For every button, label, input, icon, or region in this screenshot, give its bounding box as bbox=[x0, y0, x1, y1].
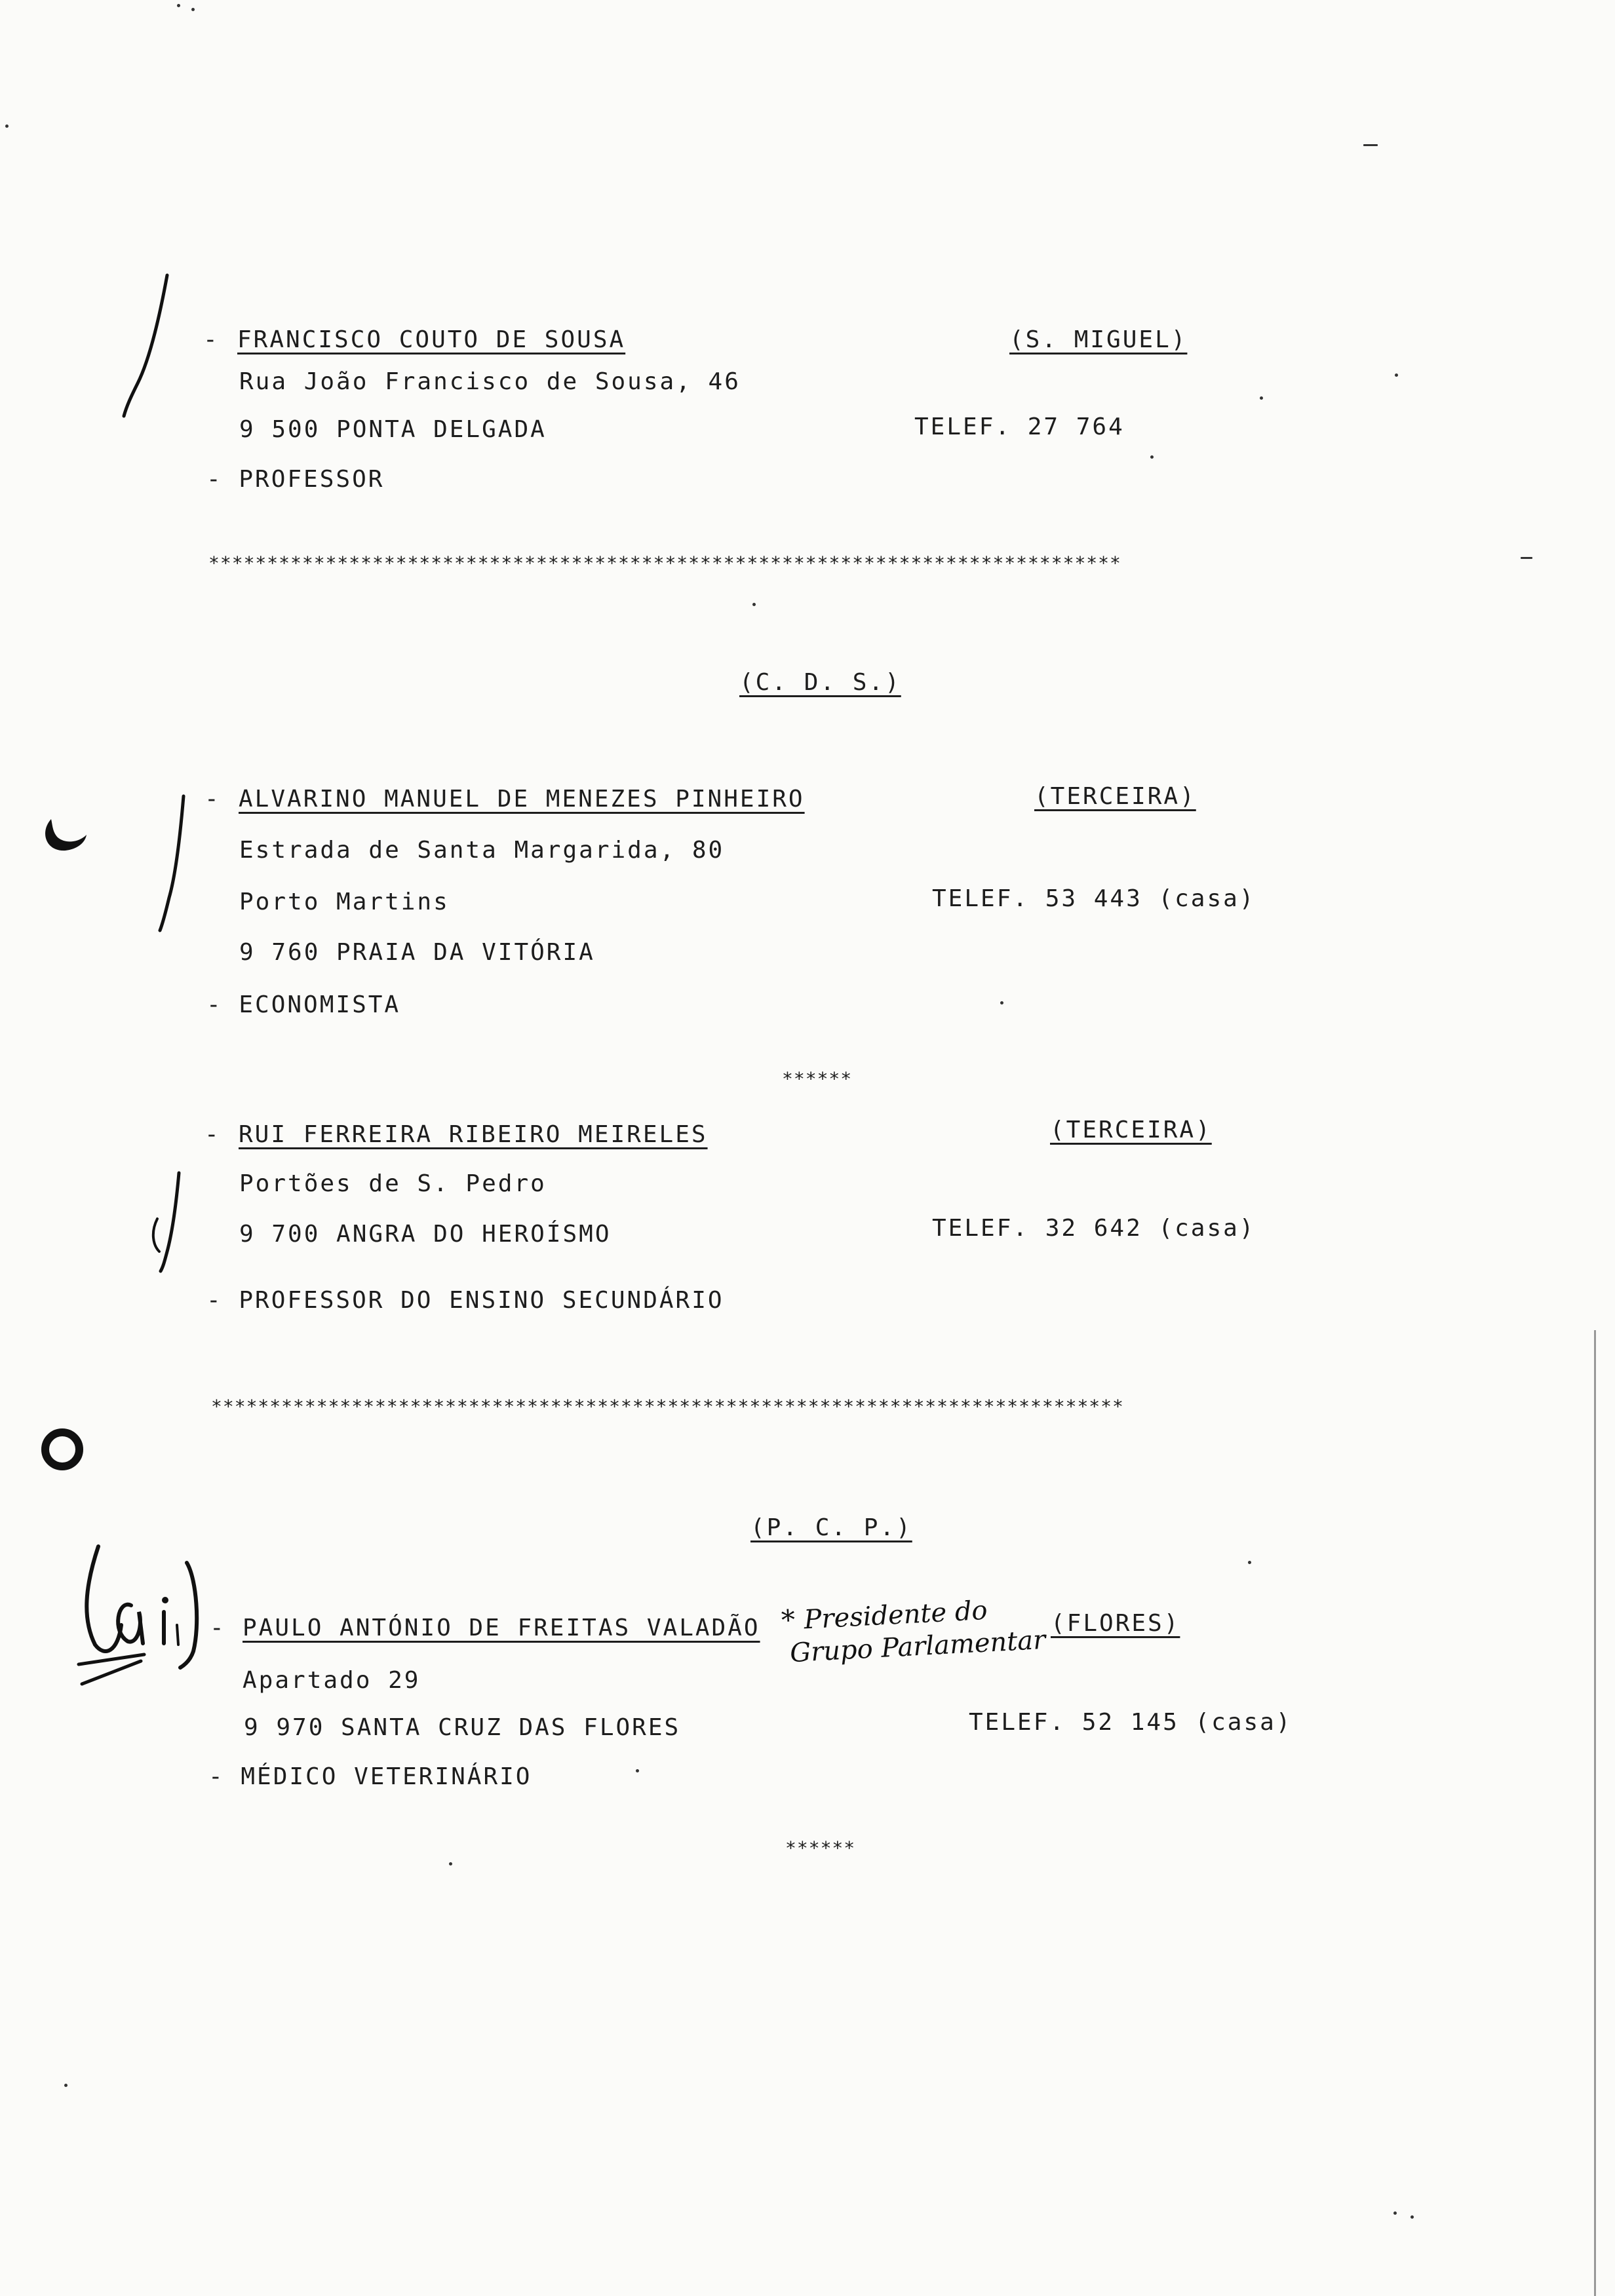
party-heading-pcp: (P. C. P.) bbox=[750, 1514, 912, 1541]
scan-speck bbox=[64, 2084, 68, 2087]
entry-address: Rua João Francisco de Sousa, 46 bbox=[239, 368, 741, 395]
entry-separator: ****** bbox=[785, 1839, 856, 1858]
entry-postal-city: 9 500 PONTA DELGADA bbox=[239, 416, 547, 443]
entry-name: FRANCISCO COUTO DE SOUSA bbox=[237, 326, 626, 353]
scan-speck bbox=[1395, 373, 1398, 377]
handwritten-note-line-2: Grupo Parlamentar bbox=[789, 1624, 1047, 1669]
entry-postal-city: 9 970 SANTA CRUZ DAS FLORES bbox=[244, 1714, 681, 1741]
handwritten-note: * Presidente do bbox=[780, 1595, 988, 1637]
entry-dash: - bbox=[210, 1615, 226, 1641]
scan-speck bbox=[752, 603, 756, 606]
entry-island: (TERCEIRA) bbox=[1034, 783, 1196, 810]
party-heading-cds: (C. D. S.) bbox=[739, 669, 901, 696]
entry-dash: - bbox=[204, 786, 221, 813]
hole-punch-mark bbox=[39, 813, 92, 858]
scan-speck bbox=[1260, 396, 1263, 400]
entry-island: (S. MIGUEL) bbox=[1009, 326, 1188, 353]
handwritten-vai-mark bbox=[66, 1527, 223, 1697]
entry-profession: - PROFESSOR bbox=[206, 466, 385, 493]
scan-speck bbox=[1150, 455, 1154, 459]
scan-speck bbox=[1248, 1561, 1251, 1564]
entry-profession: - ECONOMISTA bbox=[206, 991, 401, 1018]
entry-address: Apartado 29 bbox=[243, 1667, 421, 1694]
entry-phone: TELEF. 32 642 (casa) bbox=[932, 1215, 1256, 1242]
entry-postal-city: 9 700 ANGRA DO HEROÍSMO bbox=[239, 1221, 612, 1248]
entry-name: PAULO ANTÓNIO DE FREITAS VALADÃO bbox=[243, 1615, 760, 1641]
entry-dash: - bbox=[203, 326, 220, 353]
section-separator: ****************************************************************************** bbox=[211, 1397, 1124, 1417]
scan-speck bbox=[1411, 2215, 1414, 2219]
margin-check-mark bbox=[115, 272, 174, 423]
scan-speck bbox=[5, 124, 9, 128]
entry-address-locality: Porto Martins bbox=[239, 889, 450, 915]
scan-speck bbox=[636, 1769, 639, 1772]
scan-speck bbox=[449, 1862, 452, 1866]
entry-separator: ****** bbox=[782, 1069, 853, 1089]
section-separator: ****************************************************************************** bbox=[208, 554, 1121, 573]
entry-postal-city: 9 760 PRAIA DA VITÓRIA bbox=[239, 939, 595, 966]
entry-phone: TELEF. 53 443 (casa) bbox=[932, 885, 1256, 912]
entry-name: ALVARINO MANUEL DE MENEZES PINHEIRO bbox=[239, 786, 805, 813]
entry-address: Estrada de Santa Margarida, 80 bbox=[239, 837, 725, 864]
hole-punch-mark bbox=[36, 1423, 88, 1476]
scan-speck bbox=[1363, 144, 1378, 146]
scan-speck bbox=[191, 8, 195, 11]
entry-phone: TELEF. 27 764 bbox=[914, 413, 1125, 440]
entry-profession: - MÉDICO VETERINÁRIO bbox=[208, 1763, 532, 1790]
entry-name: RUI FERREIRA RIBEIRO MEIRELES bbox=[239, 1121, 708, 1148]
entry-island: (TERCEIRA) bbox=[1050, 1117, 1212, 1143]
scan-speck bbox=[1393, 2211, 1397, 2215]
entry-address: Portões de S. Pedro bbox=[239, 1170, 547, 1197]
entry-island: (FLORES) bbox=[1051, 1610, 1180, 1637]
entry-profession: - PROFESSOR DO ENSINO SECUNDÁRIO bbox=[206, 1287, 724, 1314]
page-edge-line bbox=[1594, 1330, 1596, 2296]
scan-speck bbox=[1000, 1001, 1003, 1004]
margin-check-mark bbox=[147, 1170, 200, 1274]
entry-dash: - bbox=[204, 1121, 221, 1148]
entry-phone: TELEF. 52 145 (casa) bbox=[969, 1709, 1293, 1736]
scan-speck bbox=[1521, 557, 1532, 559]
scan-speck bbox=[177, 4, 180, 7]
margin-check-mark bbox=[151, 790, 203, 934]
